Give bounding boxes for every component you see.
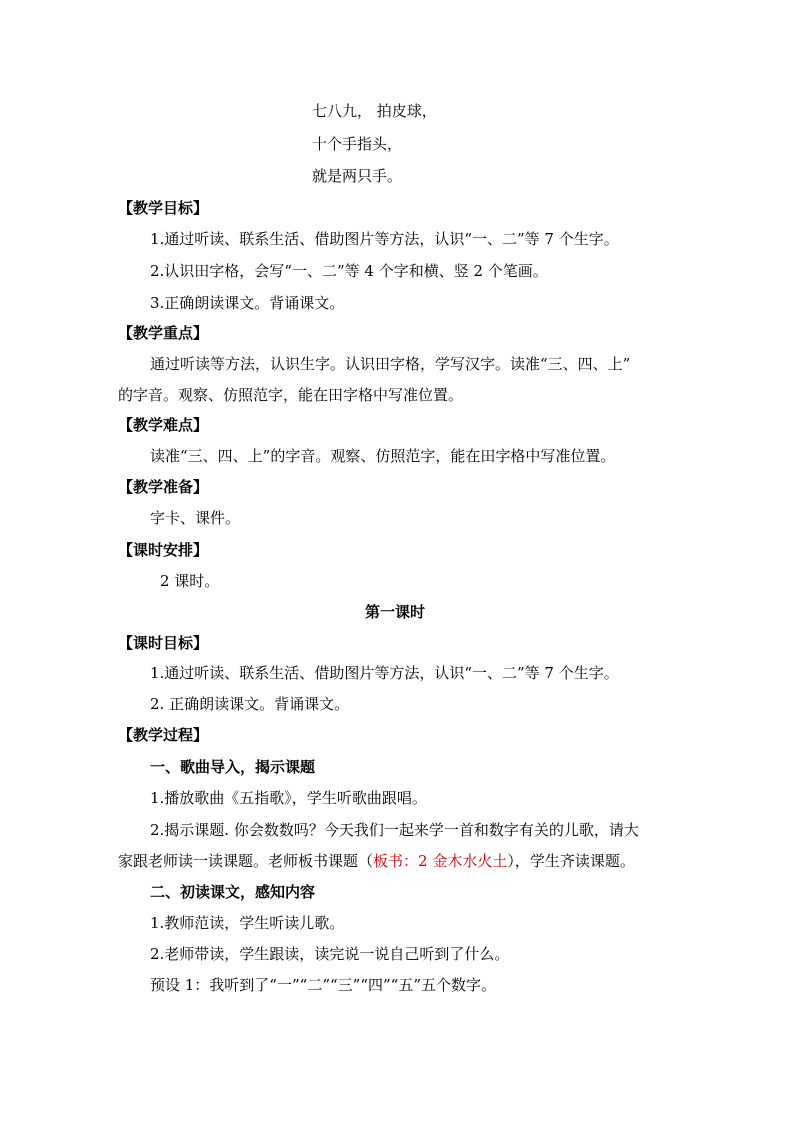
section-1-title: 一、歌曲导入，揭示课题 bbox=[150, 758, 316, 776]
board-text-prefix: 家跟老师读一读课题。老师板书课题（ bbox=[118, 852, 374, 870]
key-points-line-2: 的字音。观察、仿照范字，能在田字格中写准位置。 bbox=[118, 386, 464, 404]
objectives-heading: 【教学目标】 bbox=[118, 199, 209, 217]
lesson-goal-2: 2. 正确朗读课文。背诵课文。 bbox=[150, 695, 350, 713]
board-text-suffix: ），学生齐读课题。 bbox=[507, 852, 635, 870]
section-2-item-2: 2.老师带读，学生跟读，读完说一说自己听到了什么。 bbox=[150, 945, 510, 963]
board-writing-note: 板书：2 金木水火土 bbox=[373, 852, 508, 870]
poem-line-2: 十个手指头， bbox=[312, 135, 403, 153]
schedule-heading: 【课时安排】 bbox=[118, 541, 209, 559]
lesson-title: 第一课时 bbox=[365, 603, 426, 621]
section-2-preset-1: 预设 1：我听到了“一”“二”“三”“四”“五”五个数字。 bbox=[150, 976, 496, 994]
difficulties-heading: 【教学难点】 bbox=[118, 416, 209, 434]
difficulties-text: 读准“三、四、上”的字音。观察、仿照范字，能在田字格中写准位置。 bbox=[150, 447, 616, 465]
objective-item-3: 3.正确朗读课文。背诵课文。 bbox=[150, 294, 345, 312]
section-1-item-1: 1.播放歌曲《五指歌》，学生听歌曲跟唱。 bbox=[150, 789, 427, 807]
key-points-line-1: 通过听读等方法，认识生字。认识田字格，学写汉字。读准“三、四、上” bbox=[150, 355, 631, 373]
poem-line-1: 七八九， 拍皮球， bbox=[312, 102, 437, 120]
objective-item-1: 1.通过听读、联系生活、借助图片等方法，认识“一、二”等 7 个生字。 bbox=[150, 230, 619, 248]
section-1-item-2-line-1: 2.揭示课题. 你会数数吗？今天我们一起来学一首和数字有关的儿歌，请大 bbox=[150, 821, 639, 839]
section-2-item-1: 1.教师范读，学生听读儿歌。 bbox=[150, 914, 345, 932]
process-heading: 【教学过程】 bbox=[118, 726, 209, 744]
lesson-goal-1: 1.通过听读、联系生活、借助图片等方法，认识“一、二”等 7 个生字。 bbox=[150, 664, 619, 682]
poem-line-3: 就是两只手。 bbox=[312, 167, 403, 185]
schedule-text: 2 课时。 bbox=[160, 572, 220, 590]
objective-item-2: 2.认识田字格，会写“一、二”等 4 个字和横、竖 2 个笔画。 bbox=[150, 262, 548, 280]
lesson-goal-heading: 【课时目标】 bbox=[118, 634, 209, 652]
preparation-heading: 【教学准备】 bbox=[118, 478, 209, 496]
preparation-text: 字卡、课件。 bbox=[150, 509, 241, 527]
key-points-heading: 【教学重点】 bbox=[118, 324, 209, 342]
section-1-item-2-line-2 bbox=[118, 851, 635, 871]
section-2-title: 二、初读课文，感知内容 bbox=[150, 883, 316, 901]
